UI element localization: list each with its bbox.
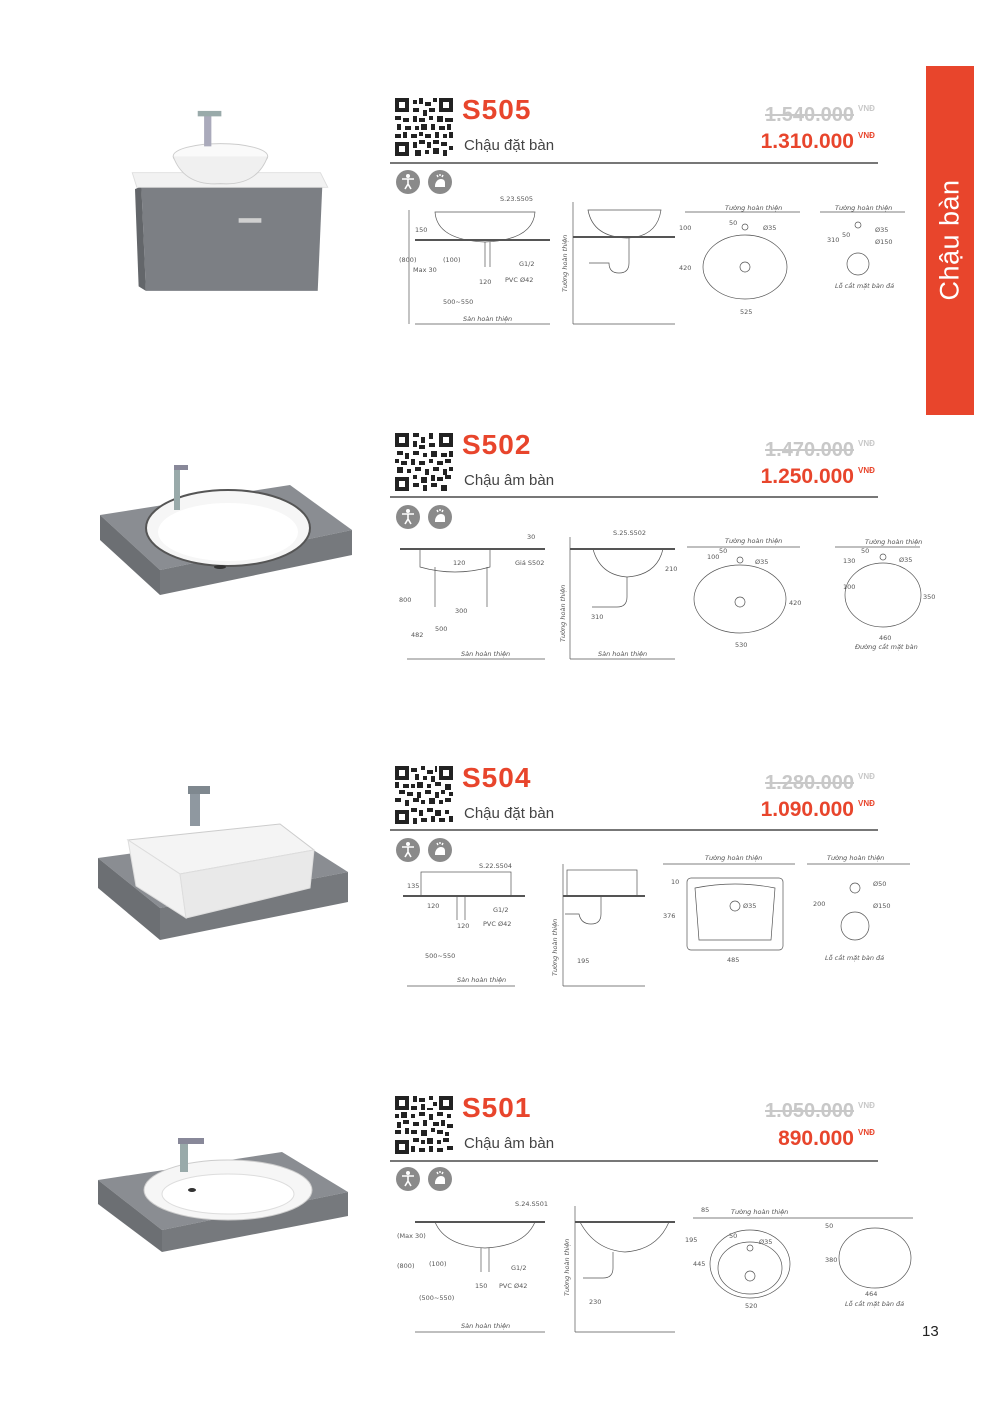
currency-label: VNĐ — [858, 772, 875, 781]
new-price: 1.090.000 — [760, 798, 854, 821]
dim: 195 — [577, 957, 590, 965]
product-type: Chậu âm bàn — [464, 1135, 555, 1152]
divider — [390, 1160, 878, 1162]
dim: 50 — [729, 1232, 738, 1240]
product-model: S501 — [462, 1092, 532, 1123]
dim: 800 — [399, 596, 412, 604]
wall-label: Tường hoàn thiện — [835, 204, 893, 212]
hand-wash-icon — [428, 1167, 452, 1191]
dim: 135 — [407, 882, 420, 890]
wall-label: Tường hoàn thiện — [827, 854, 885, 862]
wall-label: Tường hoàn thiện — [731, 1208, 789, 1216]
dim: 30 — [527, 533, 536, 541]
dim: 420 — [679, 264, 692, 272]
dim: 120 — [427, 902, 440, 910]
drawing-model-ref: S.24.S501 — [515, 1200, 549, 1208]
dim: 445 — [693, 1260, 706, 1268]
dim: 50 — [861, 547, 870, 555]
dim: 100 — [707, 553, 720, 561]
currency-label: VNĐ — [858, 466, 875, 475]
wall-label: Tường hoàn thiện — [551, 918, 559, 976]
dim: 464 — [865, 1290, 878, 1298]
dim: G1/2 — [511, 1264, 527, 1272]
dim: (100) — [443, 256, 461, 264]
hand-wash-icon — [428, 170, 452, 194]
dim: PVC Ø42 — [505, 276, 534, 284]
dim: (800) — [397, 1262, 415, 1270]
dim: Ø150 — [875, 238, 893, 246]
accessibility-icon — [396, 505, 420, 529]
dim: 520 — [745, 1302, 758, 1310]
accessibility-icon — [396, 170, 420, 194]
dim: 460 — [879, 634, 892, 642]
dim: 485 — [727, 956, 740, 964]
product-model: S502 — [462, 429, 532, 460]
new-price: 1.310.000 — [760, 130, 854, 153]
dim: PVC Ø42 — [483, 920, 512, 928]
product-s502 — [0, 335, 1000, 665]
new-price: 890.000 — [778, 1127, 854, 1150]
product-photo — [90, 780, 360, 980]
dim: 530 — [735, 641, 748, 649]
cut-hole-label: Lỗ cắt mặt bàn đá — [835, 282, 895, 290]
dim: 150 — [415, 226, 428, 234]
dim: 85 — [701, 1206, 710, 1214]
accessibility-icon — [396, 1167, 420, 1191]
currency-label: VNĐ — [858, 799, 875, 808]
product-photo — [90, 1130, 360, 1330]
floor-label: Sàn hoàn thiện — [457, 976, 507, 984]
divider — [390, 496, 878, 498]
wall-label: Tường hoàn thiện — [725, 537, 783, 545]
divider — [390, 162, 878, 164]
cut-hole-label: Đường cắt mặt bàn — [855, 643, 918, 651]
wall-label: Tường hoàn thiện — [725, 204, 783, 212]
drawing-model-ref: S.22.S504 — [479, 862, 513, 870]
dim: 130 — [843, 557, 856, 565]
dim: Ø35 — [755, 558, 769, 566]
dim: 310 — [591, 613, 604, 621]
dim: 200 — [813, 900, 826, 908]
dim: 525 — [740, 308, 753, 316]
qr-code-icon[interactable] — [395, 766, 453, 824]
dim: 50 — [729, 219, 738, 227]
wall-label: Tường hoàn thiện — [563, 1238, 571, 1296]
dim: (Max 30) — [397, 1232, 426, 1240]
dim: 50 — [825, 1222, 834, 1230]
dim: 120 — [457, 922, 470, 930]
product-type: Chậu đặt bàn — [464, 805, 555, 822]
dim: 420 — [789, 599, 802, 607]
dim: Ø35 — [763, 224, 777, 232]
floor-label: Sàn hoàn thiện — [463, 315, 513, 323]
floor-label: Sàn hoàn thiện — [461, 650, 511, 658]
currency-label: VNĐ — [858, 131, 875, 140]
dim: 150 — [475, 1282, 488, 1290]
section-tab-label: Chậu bàn — [934, 179, 965, 301]
old-price: 1.470.000 — [765, 439, 854, 461]
dim: 50 — [719, 547, 728, 555]
wall-label: Tường hoàn thiện — [865, 538, 923, 546]
product-model: S505 — [462, 94, 532, 125]
wall-label: Tường hoàn thiện — [559, 584, 567, 642]
dim: PVC Ø42 — [499, 1282, 528, 1290]
dim: 120 — [479, 278, 492, 286]
dim: 500~550 — [443, 298, 474, 306]
technical-drawing — [395, 1196, 925, 1341]
hand-wash-icon — [428, 505, 452, 529]
dim: Ø35 — [743, 902, 757, 910]
dim: Ø35 — [875, 226, 889, 234]
dim: 500~550 — [425, 952, 456, 960]
dim: 10 — [671, 878, 680, 886]
cut-hole-label: Lỗ cắt mặt bàn đá — [825, 954, 885, 962]
dim: 376 — [663, 912, 676, 920]
product-photo — [90, 460, 360, 660]
dim: (800) — [399, 256, 417, 264]
dim: Ø35 — [759, 1238, 773, 1246]
technical-drawing — [395, 527, 936, 672]
qr-code-icon[interactable] — [395, 1096, 453, 1154]
product-s501 — [0, 1000, 1000, 1330]
dim: 300 — [455, 607, 468, 615]
cut-hole-label: Lỗ cắt mặt bàn đá — [845, 1300, 905, 1308]
drawing-model-ref: S.23.S505 — [500, 195, 534, 203]
dim: 310 — [827, 236, 840, 244]
currency-label: VNĐ — [858, 104, 875, 113]
floor-label: Sàn hoàn thiện — [461, 1322, 511, 1330]
currency-label: VNĐ — [858, 1128, 875, 1137]
old-price: 1.540.000 — [765, 104, 854, 126]
dim: G1/2 — [493, 906, 509, 914]
dim: 500 — [435, 625, 448, 633]
product-s504 — [0, 668, 1000, 998]
dim: (500~550) — [419, 1294, 455, 1302]
dim: 50 — [842, 231, 851, 239]
qr-code-icon[interactable] — [395, 433, 453, 491]
dim: Giá S502 — [515, 559, 545, 567]
new-price: 1.250.000 — [760, 465, 854, 488]
qr-code-icon[interactable] — [395, 98, 453, 156]
dim: Ø35 — [899, 556, 913, 564]
dim: 100 — [679, 224, 692, 232]
dim: 482 — [411, 631, 424, 639]
dim: G1/2 — [519, 260, 535, 268]
dim: Ø50 — [873, 880, 887, 888]
wall-label: Tường hoàn thiện — [705, 854, 763, 862]
dim: (100) — [429, 1260, 447, 1268]
dim: 230 — [589, 1298, 602, 1306]
drawing-model-ref: S.25.S502 — [613, 529, 647, 537]
old-price: 1.280.000 — [765, 772, 854, 794]
technical-drawing — [395, 848, 925, 993]
dim: 380 — [825, 1256, 838, 1264]
wall-label: Tường hoàn thiện — [561, 234, 569, 292]
dim: 120 — [453, 559, 466, 567]
dim: Max 30 — [413, 266, 437, 274]
currency-label: VNĐ — [858, 439, 875, 448]
divider — [390, 829, 878, 831]
currency-label: VNĐ — [858, 1101, 875, 1110]
page-number: 13 — [922, 1323, 939, 1340]
old-price: 1.050.000 — [765, 1100, 854, 1122]
dim: 195 — [685, 1236, 698, 1244]
dim: Ø150 — [873, 902, 891, 910]
technical-drawing — [395, 192, 925, 337]
product-type: Chậu đặt bàn — [464, 137, 555, 154]
dim: 350 — [923, 593, 936, 601]
dim: 100 — [843, 583, 856, 591]
product-type: Chậu âm bàn — [464, 472, 555, 489]
dim: 210 — [665, 565, 678, 573]
floor-label: Sàn hoàn thiện — [598, 650, 648, 658]
product-model: S504 — [462, 762, 532, 793]
product-s505 — [0, 0, 1000, 330]
product-photo — [90, 100, 360, 300]
